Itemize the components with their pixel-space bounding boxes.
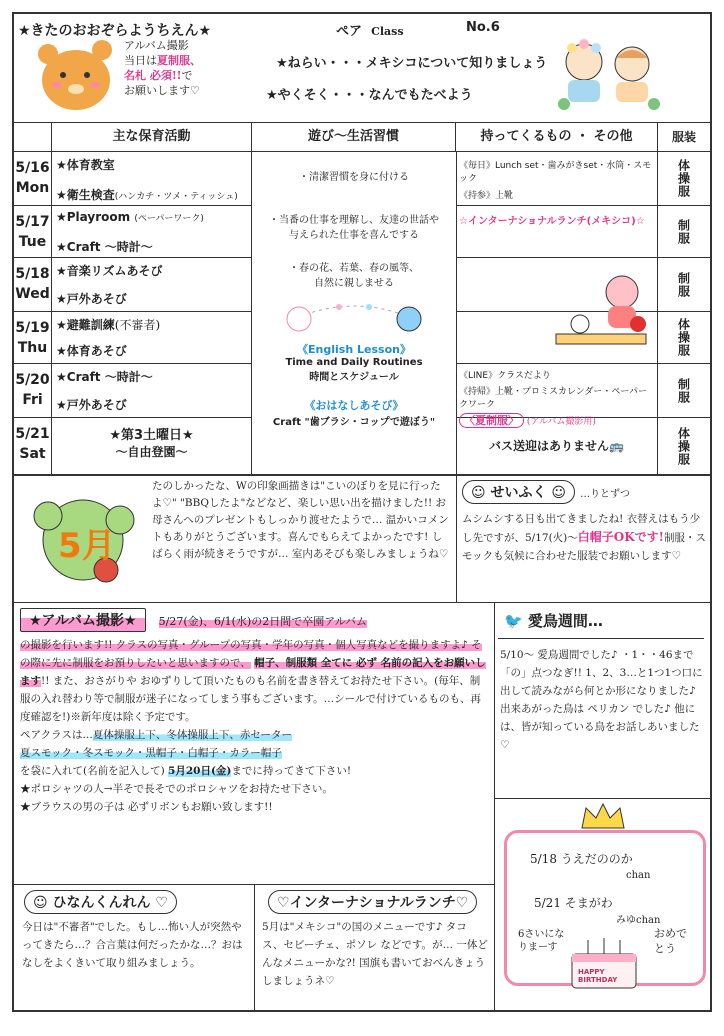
heart-icon: ♡	[455, 895, 469, 911]
month-section	[14, 474, 457, 603]
uniform-text: ムシムシする日も出てきましたね! 衣替えはもう少し先ですが、5/17(火)～白帽子OKです!制服・スモックも気候に合わせた服装でお願いします♡	[462, 513, 706, 562]
smile-icon: ☺	[33, 895, 48, 911]
activity-2: ～自由登園～	[115, 445, 188, 459]
uniform-heading: ☺ せいふく ☺ …りとずつ	[462, 480, 630, 504]
issue-number: No.6	[466, 20, 500, 35]
cake-text: HAPPY BIRTHDAY	[578, 968, 618, 984]
class-newsletter	[12, 12, 712, 1012]
row-date: 5/18	[15, 266, 50, 282]
international-lunch-section	[254, 884, 495, 1010]
item-line: 《持参》上靴	[459, 191, 514, 201]
activity-2: ★戸外あそび	[56, 398, 127, 412]
attire: 体操服	[676, 159, 691, 198]
congrats-text: おめでとう	[654, 927, 687, 955]
english-lesson-line1: Time and Daily Routines	[285, 357, 423, 368]
promise-text: ★やくそく・・・なんでもたべよう	[266, 88, 473, 103]
school-name: ★きたのおおぞらようちえん★	[18, 23, 212, 39]
activity-1: ★第3土曜日★	[109, 428, 194, 443]
lunch-heading: ♡インターナショナルランチ♡	[268, 890, 477, 914]
bird-week-section	[494, 602, 710, 799]
bear-illustration	[38, 40, 116, 114]
month-text: たのしかったな、Wの印象画描きは"こいのぼりを見に行ったよ♡" "BBQしたよ"などなど、楽しい思い出を描けました!! お母さんへのプレゼントもしっかり渡せたようで… 温かいコメントもありがとうございます。喜んでもらえてよかったです! しばらく雨が続きそうですが… 室内あそびも楽しみましょうね♡	[152, 480, 449, 560]
attire: 制服	[676, 377, 691, 404]
row-date: 5/17	[15, 214, 50, 230]
column-header-activities: 主な保育活動	[52, 122, 252, 151]
children-illustration	[554, 36, 664, 112]
activity-1: ★Craft ～時計～	[56, 370, 153, 384]
attire: 体操服	[676, 426, 691, 466]
uniform-section	[456, 474, 710, 603]
row-day: Sat	[19, 446, 46, 462]
habit-1: ・清潔習慣を身に付ける	[299, 172, 409, 183]
month-badge	[28, 496, 138, 584]
habit-2b: 与えられた仕事を喜んでする	[289, 230, 419, 241]
drill-heading: ☺ ひなんくんれん ♡	[24, 890, 177, 914]
item-line: バス送迎はありません🚌	[456, 418, 658, 474]
column-header-habits: 遊び～生活習慣	[252, 122, 456, 151]
drill-text: 今日は"不審者"でした。もし…怖い人が突然やってきたら…？合言葉は何だったかな…？おはなしをよくきいて取り組みましょう。	[22, 921, 243, 969]
activity-2: ★戸外あそび	[56, 292, 127, 306]
birthday-age: 6さいになりまーす	[518, 929, 565, 953]
class-name: ペア Class	[336, 24, 404, 39]
row-date: 5/16	[15, 160, 50, 176]
month-label: 5月	[58, 526, 116, 566]
attire: 制服	[676, 271, 691, 298]
bird-icon: 🐦	[504, 612, 523, 630]
attire: 体操服	[676, 318, 691, 357]
activity-2: ★体育あそび	[56, 344, 127, 358]
lunch-text: 5月は"メキシコ"の国のメニューです♪ タコス、セビーチェ、ポソレ などです。が… 一体どんなメニューかな?! 国旗も書いておべんきょうしましょうネ♡	[262, 921, 488, 987]
item-line: 《持帰》上靴・プロミスカレンダー・ペーパークワーク	[459, 387, 647, 410]
animals-illustration	[269, 295, 439, 335]
smile-icon: ☺	[471, 485, 486, 501]
header	[14, 14, 710, 123]
evacuation-drill-section	[14, 884, 255, 1010]
column-header-attire: 服装	[671, 130, 696, 144]
album-heading: ★アルバム撮影★ 5/27(金)、6/1(水)の2日間で卒園アルバム	[20, 608, 367, 632]
story-play-title: 《おはなしあそび》	[304, 399, 404, 412]
english-lesson-line2: 時間とスケジュール	[309, 372, 399, 383]
bird-text: 5/10～ 愛鳥週間でした♪ ・1・・46まで「の」点つなぎ!! 1、2、3…と1つ1つ口に出して読みながら何とか形になりました♪ 出来あがった鳥は ペリカン でした♪ 他には、皆が知っている鳥をお話しあいました♡	[500, 649, 703, 751]
album-text: の撮影を行います!! クラスの写真・グループの写真・学年の写真・個人写真などを撮りますよ♪ その際に先に制服をお預りしたいと思いますので、 帽子、制服類 全てに 必ず 名前の記入をお願いします!! また、おさがりや おゆずりして頂いたものも名前を書き替えてお持たせ下さい。(毎年、制服の入れ替わり等で制服が迷子になってしまう事もございます。…シールで付けているものも、再度確認を!)※新年度は除く予定です。 ペアクラスは…夏体操服上下、冬体操服上下、赤セーター 夏スモック・冬スモック・黒帽子・白帽子・カラー帽子 を袋に入れて(名前を記入して) 5月20日(金)までに持ってきて下さい! ★ポロシャツの人→半そで長そでのポロシャツをお持たせ下さい。 ★ブラウスの男の子は 必ずリボンもお願い致します!!	[20, 639, 486, 813]
summer-uniform-note: 〈夏制服〉 (アルバム撮影用)	[459, 412, 654, 428]
item-line: 《LINE》クラスだより	[459, 371, 551, 381]
row-day: Wed	[15, 286, 50, 302]
heart-icon: ♡	[155, 895, 168, 911]
row-date: 5/19	[15, 320, 50, 336]
birthday-child-2: 5/21 そまがわ みゆchan	[534, 896, 661, 926]
habit-2a: ・当番の仕事を理解し、友達の世話や	[269, 215, 439, 226]
row-date: 5/20	[15, 372, 50, 388]
row-day: Mon	[15, 180, 50, 196]
row-date: 5/21	[15, 426, 50, 442]
item-line: ☆インターナショナルランチ(メキシコ)☆	[459, 216, 645, 227]
aim-text: ★ねらい・・・メキシコについて知りましょう	[276, 56, 548, 71]
english-lesson-title: 《English Lesson》	[297, 343, 411, 356]
activity-2: ★Craft ～時計～	[56, 240, 153, 254]
birthday-section	[494, 798, 710, 1010]
row-day: Tue	[18, 234, 47, 250]
heart-icon: ♡	[277, 895, 290, 911]
row-day: Thu	[17, 340, 48, 356]
activity-1: ★音楽リズムあそび	[56, 264, 163, 278]
item-line: 《毎日》Lunch set・歯みがきset・水筒・スモック	[459, 161, 652, 184]
activity-1: ★Playroom (ペーパーワーク)	[56, 210, 204, 224]
activity-2: ★衛生検査(ハンカチ・ツメ・ティッシュ)	[56, 188, 238, 202]
bear-note: アルバム撮影 当日は夏制服、 名札 必須!!で お願いします♡	[124, 39, 201, 97]
activity-1: ★避難訓練(不審者)	[56, 318, 161, 332]
habits-column	[252, 152, 457, 474]
table-header-row	[14, 122, 710, 152]
party-illustration	[552, 262, 652, 362]
album-section	[14, 602, 495, 885]
story-play-line: Craft "歯ブラシ・コップで遊ぼう"	[272, 417, 436, 428]
birthday-child-1: 5/18 うえだののか chan	[530, 852, 651, 881]
smile-icon: ☺	[551, 485, 566, 501]
bird-heading: 🐦 愛鳥週間…	[504, 612, 603, 630]
habit-3a: ・春の花、若葉、春の風等、	[289, 263, 419, 274]
attire: 制服	[676, 218, 691, 245]
column-header-items: 持ってくるもの ・ その他	[456, 122, 658, 151]
row-day: Fri	[22, 392, 43, 408]
weekly-table	[14, 122, 710, 476]
habit-3b: 自然に親しませる	[314, 278, 394, 289]
cake-illustration	[564, 934, 644, 994]
activity-1: ★体育教室	[56, 158, 115, 172]
